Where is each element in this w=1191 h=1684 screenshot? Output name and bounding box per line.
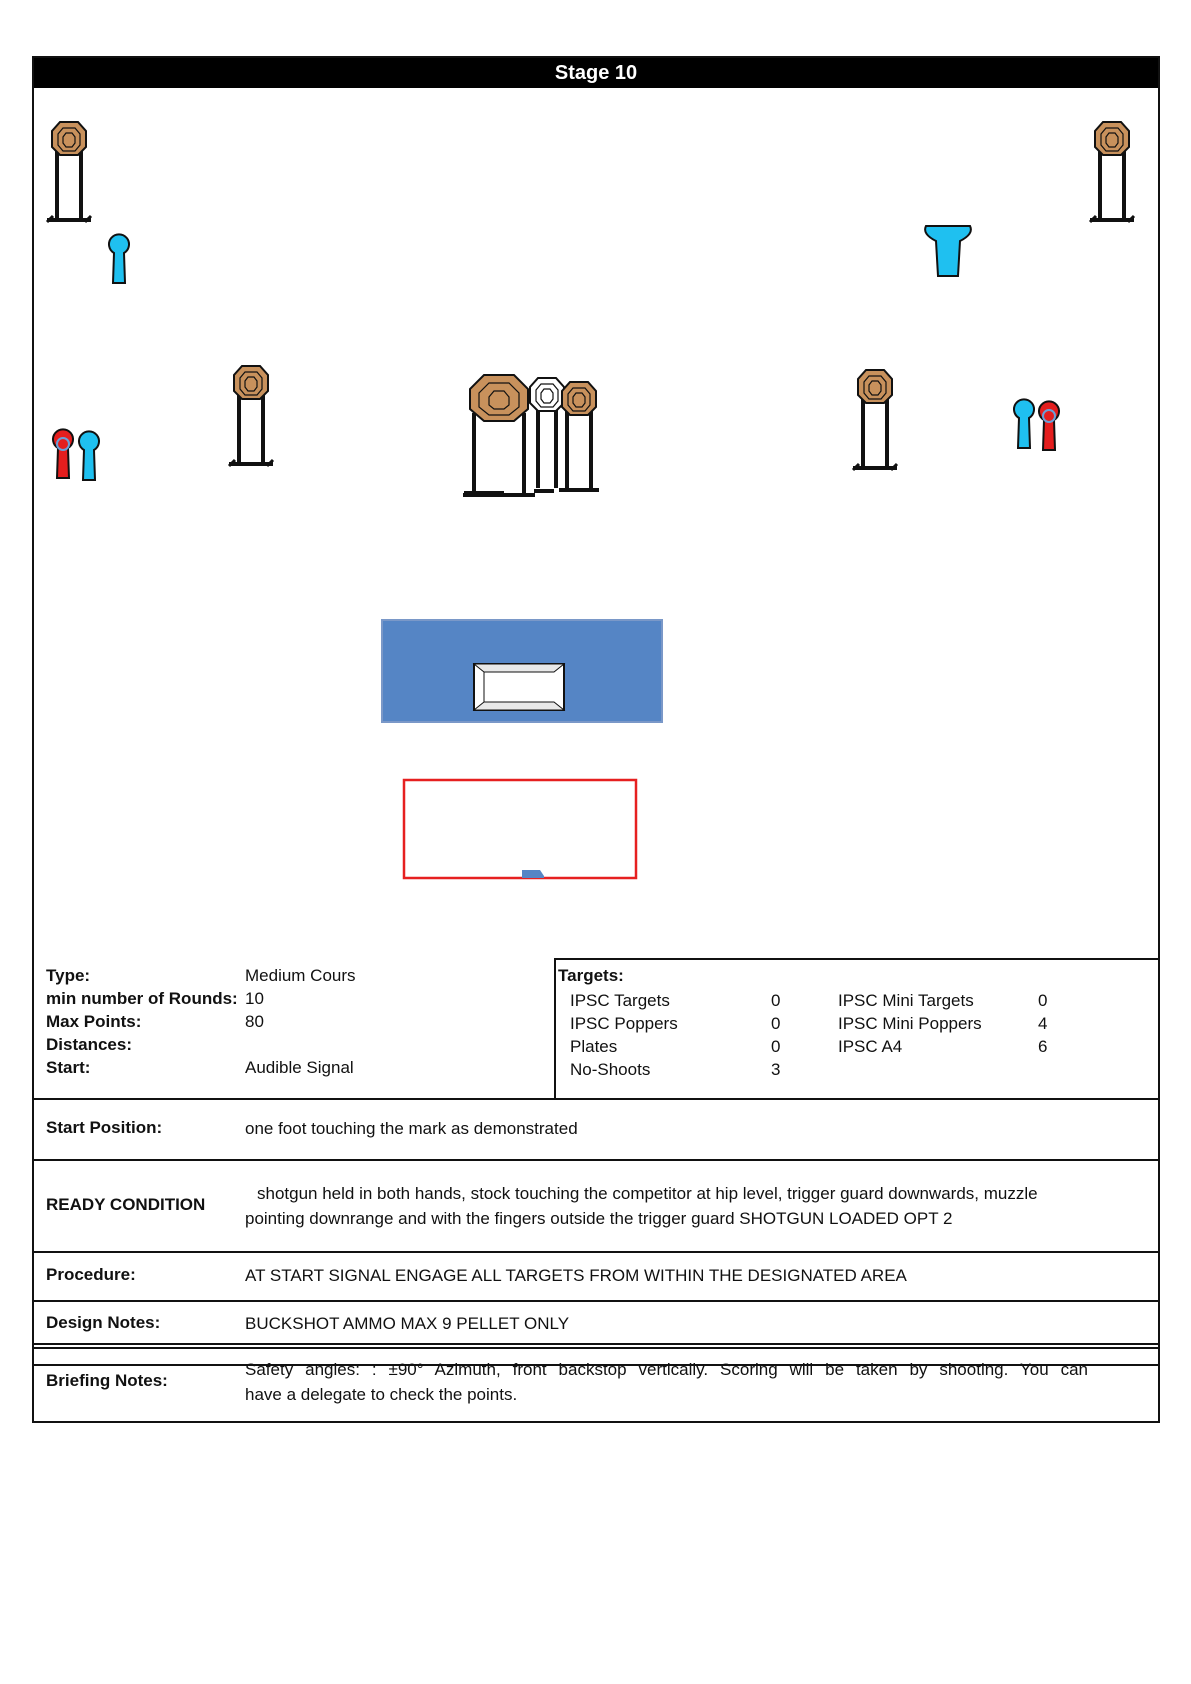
target-name: IPSC Mini Poppers [838, 1014, 982, 1033]
start-position-row [34, 1098, 1158, 1159]
start-value: Audible Signal [245, 1058, 354, 1077]
briefing-notes-line1: Safety angles: : ±90° Azimuth, front backstop vertically. Scoring will be taken by shooting. You can [245, 1360, 1088, 1379]
targets-box [554, 958, 1160, 1098]
mini-popper-top-right-wide [925, 226, 971, 276]
shooting-area [404, 780, 636, 878]
stage-diagram-svg [34, 88, 1158, 960]
ipsc-target-top-right [1090, 122, 1134, 222]
type-value: Medium Cours [245, 966, 356, 985]
design-notes-label: Design Notes: [46, 1313, 161, 1332]
noshoot-popper-right [1039, 401, 1059, 450]
briefing-notes-line2: have a delegate to check the points. [245, 1385, 518, 1404]
target-count: 0 [771, 1014, 781, 1033]
ipsc-target-center-right [559, 382, 599, 490]
procedure-value: AT START SIGNAL ENGAGE ALL TARGETS FROM WITHIN THE DESIGNATED AREA [245, 1266, 907, 1285]
ready-condition-label: READY CONDITION [46, 1195, 206, 1214]
target-count: 0 [1038, 991, 1048, 1010]
targets-header: Targets: [558, 966, 624, 985]
target-name: No-Shoots [570, 1060, 651, 1079]
stage-title: Stage 10 [34, 58, 1158, 88]
distances-label: Distances: [46, 1035, 132, 1054]
ipsc-target-mid-left [229, 366, 273, 466]
target-count: 0 [771, 991, 781, 1010]
target-count: 3 [771, 1060, 781, 1079]
mini-popper-top-left [109, 234, 129, 283]
target-name: IPSC Mini Targets [838, 991, 974, 1010]
target-name: IPSC Poppers [570, 1014, 678, 1033]
mini-popper-right [1014, 399, 1034, 448]
target-count: 0 [771, 1037, 781, 1056]
target-count: 4 [1038, 1014, 1048, 1033]
rounds-label: min number of Rounds: [46, 989, 238, 1008]
design-notes-row [34, 1300, 1158, 1347]
start-label: Start: [46, 1058, 91, 1077]
ready-condition-row [34, 1159, 1158, 1251]
mini-popper-left [79, 431, 99, 480]
ready-condition-line1: shotgun held in both hands, stock touching the competitor at hip level, trigger guard downwards, muzzle [257, 1184, 1038, 1203]
briefing-notes-label: Briefing Notes: [46, 1371, 168, 1390]
points-value: 80 [245, 1012, 264, 1031]
design-notes-value: BUCKSHOT AMMO MAX 9 PELLET ONLY [245, 1314, 570, 1333]
stage-sheet [32, 56, 1160, 1366]
points-label: Max Points: [46, 1012, 142, 1031]
noshoot-popper-left [53, 429, 73, 478]
procedure-row [34, 1251, 1158, 1300]
start-position-value: one foot touching the mark as demonstrated [245, 1119, 578, 1138]
noshoot-target-center-white [530, 378, 564, 488]
type-label: Type: [46, 966, 91, 985]
target-count: 6 [1038, 1037, 1048, 1056]
ipsc-target-mid-right [853, 370, 897, 470]
target-name: IPSC A4 [838, 1037, 903, 1056]
target-name: Plates [570, 1037, 618, 1056]
briefing-notes-box [32, 1343, 1160, 1423]
start-position-label: Start Position: [46, 1118, 163, 1137]
ready-condition-line2: pointing downrange and with the fingers outside the trigger guard SHOTGUN LOADED OPT 2 [245, 1209, 953, 1228]
procedure-label: Procedure: [46, 1265, 136, 1284]
center-target-group [463, 375, 599, 495]
target-name: IPSC Targets [570, 991, 670, 1010]
stage-diagram [34, 88, 1158, 960]
stage-info [34, 958, 1158, 1098]
ipsc-target-top-left [47, 122, 91, 222]
barrier-wall [382, 620, 662, 722]
ipsc-target-center-large [463, 375, 535, 495]
rounds-value: 10 [245, 989, 264, 1008]
